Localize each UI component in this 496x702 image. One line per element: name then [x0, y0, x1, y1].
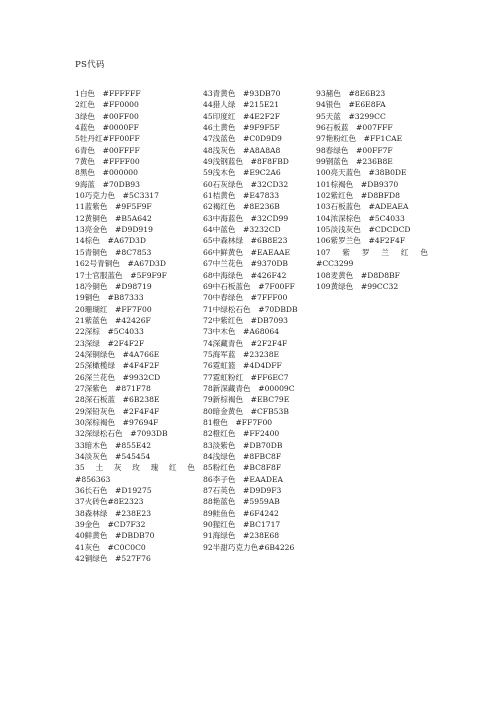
color-code-entry: 73中木色 #A68064 — [203, 327, 280, 337]
color-code-entry: 11蓝紫色 #9F5F9F — [75, 202, 152, 212]
color-code-entry: 41灰色 #C0C0C0 — [75, 542, 146, 552]
color-code-entry: 91海绿色 #238E68 — [203, 531, 280, 541]
color-code-entry: 96石板蓝 #007FFF — [316, 123, 393, 133]
color-code-entry: 79新棕褐色 #EBC79E — [203, 395, 290, 405]
color-code-entry: 77霓虹粉红 #FF6EC7 — [203, 372, 289, 382]
color-code-entry: 98春绿色 #00FF7F — [316, 145, 393, 155]
color-code-entry: 92半甜巧克力色#6B4226 — [203, 542, 295, 552]
color-code-entry: 78新深藏青色 #00009C — [203, 383, 295, 393]
color-code-entry: 23深绿 #2F4F2F — [75, 338, 145, 348]
color-code-entry: 36长石色 #D19275 — [75, 486, 152, 496]
color-code-entry: 48浅灰色 #A8A8A8 — [203, 145, 281, 155]
color-code-entry: 61桔黄色 #E47833 — [203, 191, 280, 201]
color-code-entry: 30深棕褐色 #97694F — [75, 417, 159, 427]
color-code-entry: 97艳粉红色 #FF1CAE — [316, 134, 403, 144]
color-code-entry: 39金色 #CD7F32 — [75, 520, 146, 530]
color-code-entry: 42铜绿色 #527F76 — [75, 554, 151, 564]
color-code-entry: 104浓深棕色 #5C4033 — [316, 213, 405, 223]
color-code-entry: 95天蓝 #3299CC — [316, 111, 386, 121]
color-code-entry: 27深紫色 #871F78 — [75, 383, 151, 393]
color-code-entry: 90猩红色 #BC1717 — [203, 520, 281, 530]
color-code-entry: 99钢蓝色 #236B8E — [316, 157, 393, 167]
color-code-entry: 19铜色 #B87333 — [75, 293, 144, 303]
color-code-entry: 38森林绿 #238E23 — [75, 508, 152, 518]
color-code-entry: 43青黄色 #93DB70 — [203, 89, 281, 98]
color-code-entry: 76霓虹篮 #4D4DFF — [203, 361, 282, 371]
color-code-entry: 32深绿松石色 #7093DB — [75, 429, 168, 439]
color-code-entry: 66中鲜黄色 #EAEAAE — [203, 247, 291, 257]
color-code-entry: 67中兰花色 #9370DB — [203, 259, 288, 269]
color-code-entry: 40鲜黄色 #DBDB70 — [75, 531, 155, 541]
color-code-entry: 82橙红色 #FF2400 — [203, 429, 280, 439]
color-code-entry: 71中绿松石色 #70DBDB — [203, 304, 298, 314]
color-code-entry: 34淡灰色 #545454 — [75, 452, 151, 461]
color-code-entry: 35 土 灰 玫 瑰 红 色 #856363 — [75, 463, 203, 484]
color-code-entry: 85粉红色 #BC8F8F — [203, 463, 282, 473]
color-code-entry: 9海蓝 #70DB93 — [75, 179, 140, 189]
color-code-entry: 86李子色 #EAADEA — [203, 474, 284, 484]
color-code-entry: 47浅蓝色 #C0D9D9 — [203, 134, 282, 144]
document-title: PS代码 — [75, 60, 105, 70]
color-code-entry: 83淡紫色 #DB70DB — [203, 440, 283, 450]
color-code-entry: 65中森林绿 #6B8E23 — [203, 236, 288, 246]
color-code-entry: 107 紫 罗 兰 红 色 #CC3299 — [316, 247, 436, 269]
color-code-entry: 33暗木色 #855E42 — [75, 440, 152, 450]
color-code-entry: 72中紫红色 #DB7093 — [203, 315, 288, 325]
color-code-entry: 15青铜色 #8C7853 — [75, 247, 152, 257]
color-code-entry: 109黄绿色 #99CC32 — [316, 281, 399, 291]
color-code-entry: 21紫蓝色 #42426F — [75, 315, 151, 325]
color-code-entry: 12黄铜色 #B5A642 — [75, 213, 152, 223]
color-code-entry: 103石板蓝色 #ADEAEA — [316, 202, 409, 212]
color-code-entry: 22深棕 #5C4033 — [75, 327, 144, 337]
color-code-entry: 74深藏青色 #2F2F4F — [203, 338, 288, 348]
color-code-column-2 — [203, 88, 308, 553]
color-code-entry: 70中春绿色 #7FFF00 — [203, 293, 288, 303]
color-code-entry: 59浅木色 #E9C2A6 — [203, 168, 281, 178]
color-code-entry: 2红色 #FF0000 — [75, 100, 139, 110]
color-code-entry: 69中石板蓝色 #7F00FF — [203, 281, 295, 291]
color-code-entry: 162号青铜色 #A67D3D — [75, 259, 166, 269]
color-code-entry: 68中海绿色 #426F42 — [203, 270, 287, 280]
color-code-entry: 93赭色 #8E6B23 — [316, 89, 386, 98]
color-code-entry: 102紫红色 #D8BFD8 — [316, 191, 400, 201]
color-code-entry: 80暗金黄色 #CFB53B — [203, 406, 289, 416]
color-code-entry: 29深铅灰色 #2F4F4F — [75, 406, 160, 416]
color-code-entry: 81橙色 #FF7F00 — [203, 417, 273, 427]
color-code-entry: 87石英色 #D9D9F3 — [203, 486, 282, 496]
color-code-entry: 101棕褐色 #DB9370 — [316, 179, 399, 189]
color-code-entry: 100亮天蓝色 #38B0DE — [316, 168, 407, 178]
color-code-entry: 6青色 #00FFFF — [75, 145, 140, 155]
color-code-entry: 28深石板蓝 #6B238E — [75, 395, 160, 405]
color-code-column-1 — [75, 88, 203, 564]
color-code-entry: 17士官服蓝色 #5F9F9F — [75, 270, 167, 280]
color-code-entry: 45印度红 #4E2F2F — [203, 111, 280, 121]
color-code-entry: 7黄色 #FFFF00 — [75, 157, 140, 167]
color-code-entry: 24深铜绿色 #4A766E — [75, 349, 160, 359]
color-code-entry: 20珊瑚红 #FF7F00 — [75, 304, 152, 314]
color-code-entry: 26深兰花色 #9932CD — [75, 372, 161, 382]
color-code-entry: 88艳蓝色 #5959AB — [203, 497, 280, 507]
color-code-entry: 37火砖色#8E2323 — [75, 497, 144, 507]
color-code-entry: 8黑色 #000000 — [75, 168, 138, 178]
color-code-entry: 25深橄榄绿 #4F4F2F — [75, 361, 160, 371]
color-code-entry: 5牡丹红#FF00FF — [75, 134, 140, 144]
color-code-entry: 49浅钢蓝色 #8F8FBD — [203, 157, 289, 167]
color-code-column-3 — [316, 88, 436, 292]
color-code-entry: 18冷铜色 #D98719 — [75, 281, 152, 291]
color-code-entry: 64中蓝色 #3232CD — [203, 225, 281, 235]
color-code-entry: 62褐红色 #8E236B — [203, 202, 280, 212]
color-code-entry: 108麦黄色 #D8D8BF — [316, 270, 400, 280]
color-code-entry: 89鲑鱼色 #6F4242 — [203, 508, 279, 518]
color-code-entry: 94银色 #E6E8FA — [316, 100, 386, 110]
color-code-entry: 75海军蓝 #23238E — [203, 349, 280, 359]
color-code-entry: 14棕色 #A67D3D — [75, 236, 146, 246]
color-code-entry: 4蓝色 #0000FF — [75, 123, 139, 133]
color-code-entry: 13亮金色 #D9D919 — [75, 225, 153, 235]
color-code-entry: 84浅绿色 #8FBC8F — [203, 452, 282, 461]
color-code-entry: 63中海蓝色 #32CD99 — [203, 213, 289, 223]
color-code-entry: 106紫罗兰色 #4F2F4F — [316, 236, 406, 246]
color-code-entry: 3绿色 #00FF00 — [75, 111, 139, 121]
color-code-entry: 105淡浅灰色 #CDCDCD — [316, 225, 411, 235]
color-code-entry: 1白色 #FFFFFF — [75, 89, 141, 98]
color-code-entry: 60石灰绿色 #32CD32 — [203, 179, 289, 189]
color-code-entry: 10巧克力色 #5C3317 — [75, 191, 159, 201]
color-code-entry: 46土黄色 #9F9F5F — [203, 123, 280, 133]
color-code-entry: 44猎人绿 #215E21 — [203, 100, 280, 110]
